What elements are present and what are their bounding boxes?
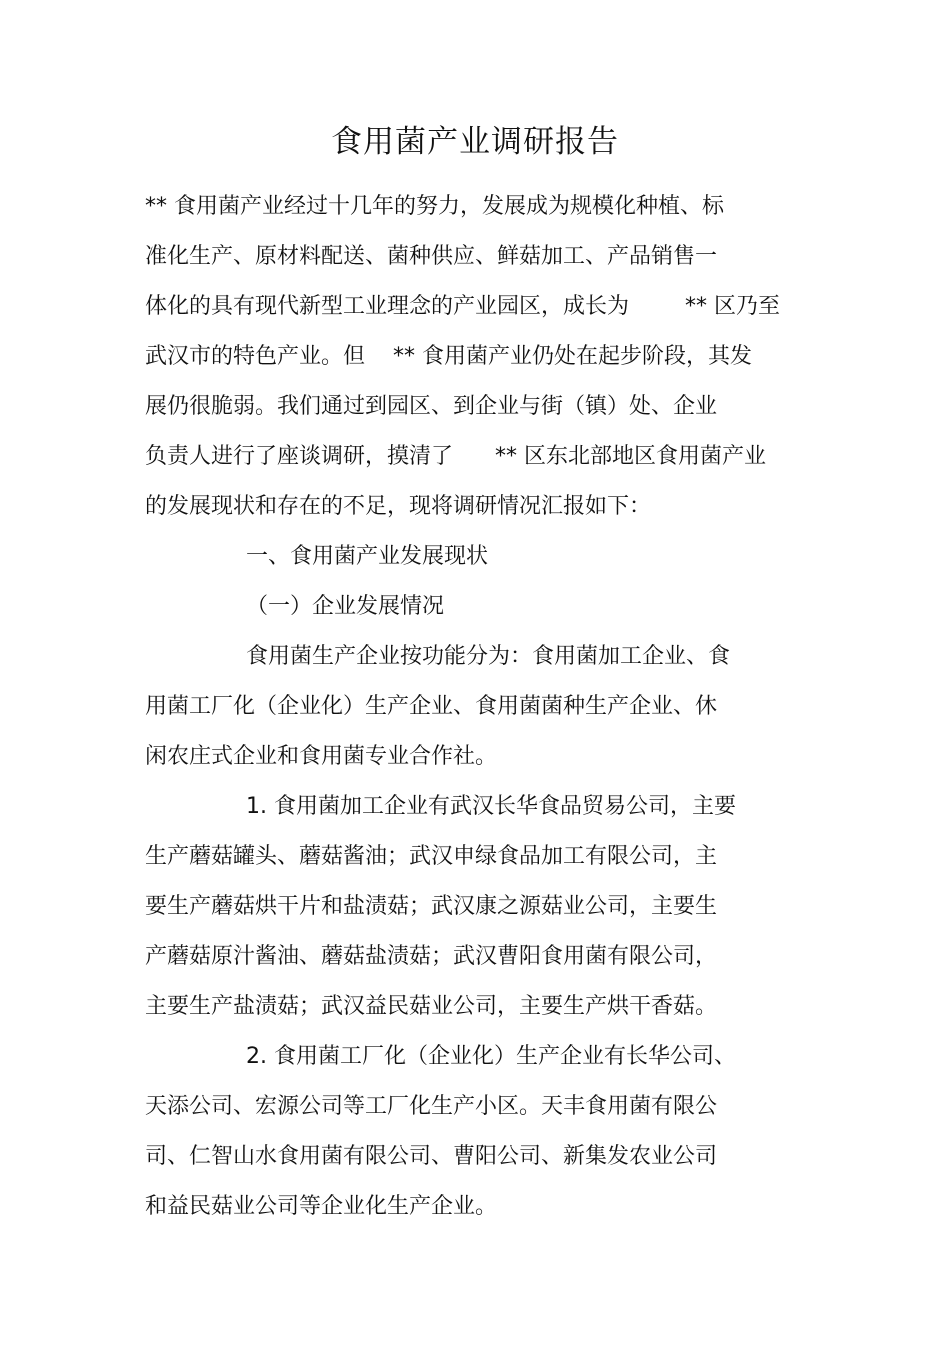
paragraph-line: 的发展现状和存在的不足，现将调研情况汇报如下： <box>145 494 652 519</box>
section-heading: 一、食用菌产业发展现状 <box>246 544 489 569</box>
list-item-line: 产蘑菇原汁酱油、蘑菇盐渍菇；武汉曹阳食用菌有限公司， <box>145 944 718 969</box>
paragraph-line: 展仍很脆弱。我们通过到园区、到企业与街（镇）处、企业 <box>145 394 718 419</box>
list-item-line: 主要生产盐渍菇；武汉益民菇业公司，主要生产烘干香菇。 <box>145 994 718 1019</box>
paragraph-line: 体化的具有现代新型工业理念的产业园区，成长为 ** 区乃至 <box>145 294 780 319</box>
paragraph-line: 用菌工厂化（企业化）生产企业、食用菌菌种生产企业、休 <box>145 694 718 719</box>
document-title: 食用菌产业调研报告 <box>331 124 619 160</box>
paragraph-line: 武汉市的特色产业。但 ** 食用菌产业仍处在起步阶段，其发 <box>145 344 752 369</box>
list-item-line: 司、仁智山水食用菌有限公司、曹阳公司、新集发农业公司 <box>145 1144 718 1169</box>
paragraph-line: 负责人进行了座谈调研，摸清了 ** 区东北部地区食用菌产业 <box>145 444 766 469</box>
list-item-line: 1. 食用菌加工企业有武汉长华食品贸易公司，主要 <box>246 794 736 819</box>
list-item-line: 生产蘑菇罐头、蘑菇酱油；武汉申绿食品加工有限公司，主 <box>145 844 718 869</box>
list-item-line: 2. 食用菌工厂化（企业化）生产企业有长华公司、 <box>246 1044 736 1069</box>
paragraph-line: 闲农庄式企业和食用菌专业合作社。 <box>145 744 498 769</box>
paragraph-line: ** 食用菌产业经过十几年的努力，发展成为规模化种植、标 <box>145 194 724 219</box>
subsection-heading: （一）企业发展情况 <box>246 594 445 619</box>
paragraph-line: 食用菌生产企业按功能分为：食用菌加工企业、食 <box>246 644 731 669</box>
list-item-line: 天添公司、宏源公司等工厂化生产小区。天丰食用菌有限公 <box>145 1094 718 1119</box>
list-item-line: 要生产蘑菇烘干片和盐渍菇；武汉康之源菇业公司，主要生 <box>145 894 718 919</box>
list-item-line: 和益民菇业公司等企业化生产企业。 <box>145 1194 498 1219</box>
paragraph-line: 准化生产、原材料配送、菌种供应、鲜菇加工、产品销售一 <box>145 244 718 269</box>
